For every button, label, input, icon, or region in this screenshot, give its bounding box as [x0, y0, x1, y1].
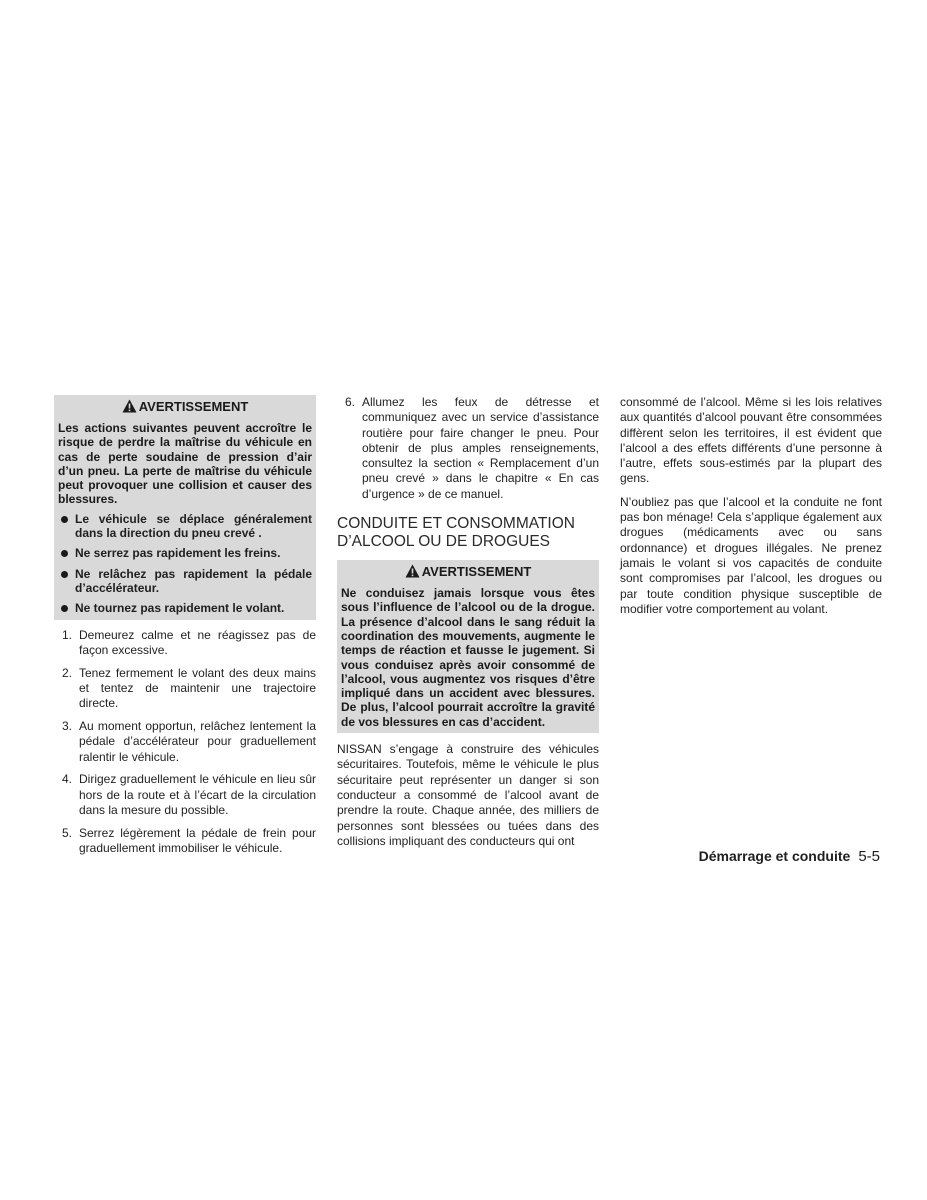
bullet-item: Ne serrez pas rapidement les freins. — [58, 546, 312, 560]
warning-title: AVERTISSEMENT — [421, 564, 532, 580]
left-column — [54, 395, 316, 864]
body-paragraph: NISSAN s’engage à construire des véhicules sécuritaires. Toutefois, même le véhicule le plus sécuritaire peut représenter un danger si son conducteur a consommé de l’alcool avant de prendre la route. Chaque année, des milliers de personnes sont blessées ou tuées dans des collisions impliquant des conducteurs qui ont — [337, 742, 599, 848]
bullet-icon — [61, 571, 68, 578]
bullet-icon — [61, 516, 68, 523]
page-footer — [668, 848, 880, 865]
middle-column — [337, 395, 599, 857]
bullet-item: Ne relâchez pas rapidement la pédale d’accélérateur. — [58, 567, 312, 596]
steps-list — [54, 628, 316, 857]
warning-box-tire — [54, 395, 316, 620]
warning-text: Les actions suivantes peuvent accroître le risque de perdre la maîtrise du véhicule en cas de perte soudaine de pression d’air d’un pneu. La perte de maîtrise du véhicule peut provoquer une collision et causer des blessures. — [58, 421, 312, 507]
step-item: 2. Tenez fermement le volant des deux mains et tentez de maintenir une trajectoire directe. — [62, 665, 316, 711]
page-number: 5-5 — [858, 848, 880, 865]
bullet-icon — [61, 550, 68, 557]
bullet-item: Ne tournez pas rapidement le volant. — [58, 601, 312, 615]
warning-title: AVERTISSEMENT — [138, 399, 249, 414]
body-paragraph: N’oubliez pas que l’alcool et la conduite ne font pas bon ménage! Cela s’applique également aux drogues (médicaments avec ou sans ordonnance) et drogues illégales. Ne prenez jamais le volant si vos capacités de conduite sont compromises par l’alcool, les drogues ou par toute condition physique susceptible de modifier votre comportement au volant. — [620, 494, 882, 616]
step-item: 3. Au moment opportun, relâchez lentement la pédale d’accélérateur pour graduellement ralentir le véhicule. — [62, 719, 316, 764]
warning-triangle-icon — [122, 399, 137, 417]
warning-text: Ne conduisez jamais lorsque vous êtes sous l’influence de l’alcool ou de la drogue. La présence d’alcool dans le sang réduit la coordination des mouvements, augmente le temps de réaction et fausse le jugement. Si vous conduisez après avoir consommé de l’alcool, vous augmentez vos risques d’être impliqué dans un accident avec blessures. De plus, l’alcool pourrait accroître la gravité de vos blessures en cas d’accident. — [341, 586, 595, 729]
step-item: 1. Demeurez calme et ne réagissez pas de façon excessive. — [62, 627, 316, 657]
bullet-icon — [61, 605, 68, 612]
footer-section-title: Démarrage et conduite — [698, 848, 851, 864]
warning-header — [341, 562, 595, 586]
warning-header — [58, 397, 312, 421]
warning-triangle-icon — [405, 564, 420, 582]
right-column — [620, 395, 882, 625]
steps-list-continued — [337, 395, 599, 502]
warning-box-alcohol — [337, 560, 599, 733]
step-item: 4. Dirigez graduellement le véhicule en lieu sûr hors de la route et à l’écart de la circulation dans la mesure du possible. — [62, 772, 316, 818]
step-item: 6. Allumez les feux de détresse et communiquez avec un service d’assistance routière pour faire changer le pneu. Pour obtenir de plus amples renseignements, consultez la section « Remplacement d’un pneu crevé » dans le chapitre « En cas d’urgence » de ce manuel. — [345, 395, 599, 501]
step-item: 5. Serrez légèrement la pédale de frein pour graduellement immobiliser le véhicule. — [62, 825, 316, 856]
section-heading: CONDUITE ET CONSOMMATION D’ALCOOL OU DE DROGUES — [337, 515, 575, 551]
warning-bullet-list — [58, 512, 312, 616]
body-paragraph: consommé de l’alcool. Même si les lois relatives aux quantités d’alcool pouvant être consommées diffèrent selon les territoires, il est évident que l’alcool a des effets différents d’une personne à l’autre, effets sous-estimés par la plupart des gens. — [620, 395, 882, 486]
bullet-item: Le véhicule se déplace généralement dans la direction du pneu crevé . — [58, 512, 312, 541]
